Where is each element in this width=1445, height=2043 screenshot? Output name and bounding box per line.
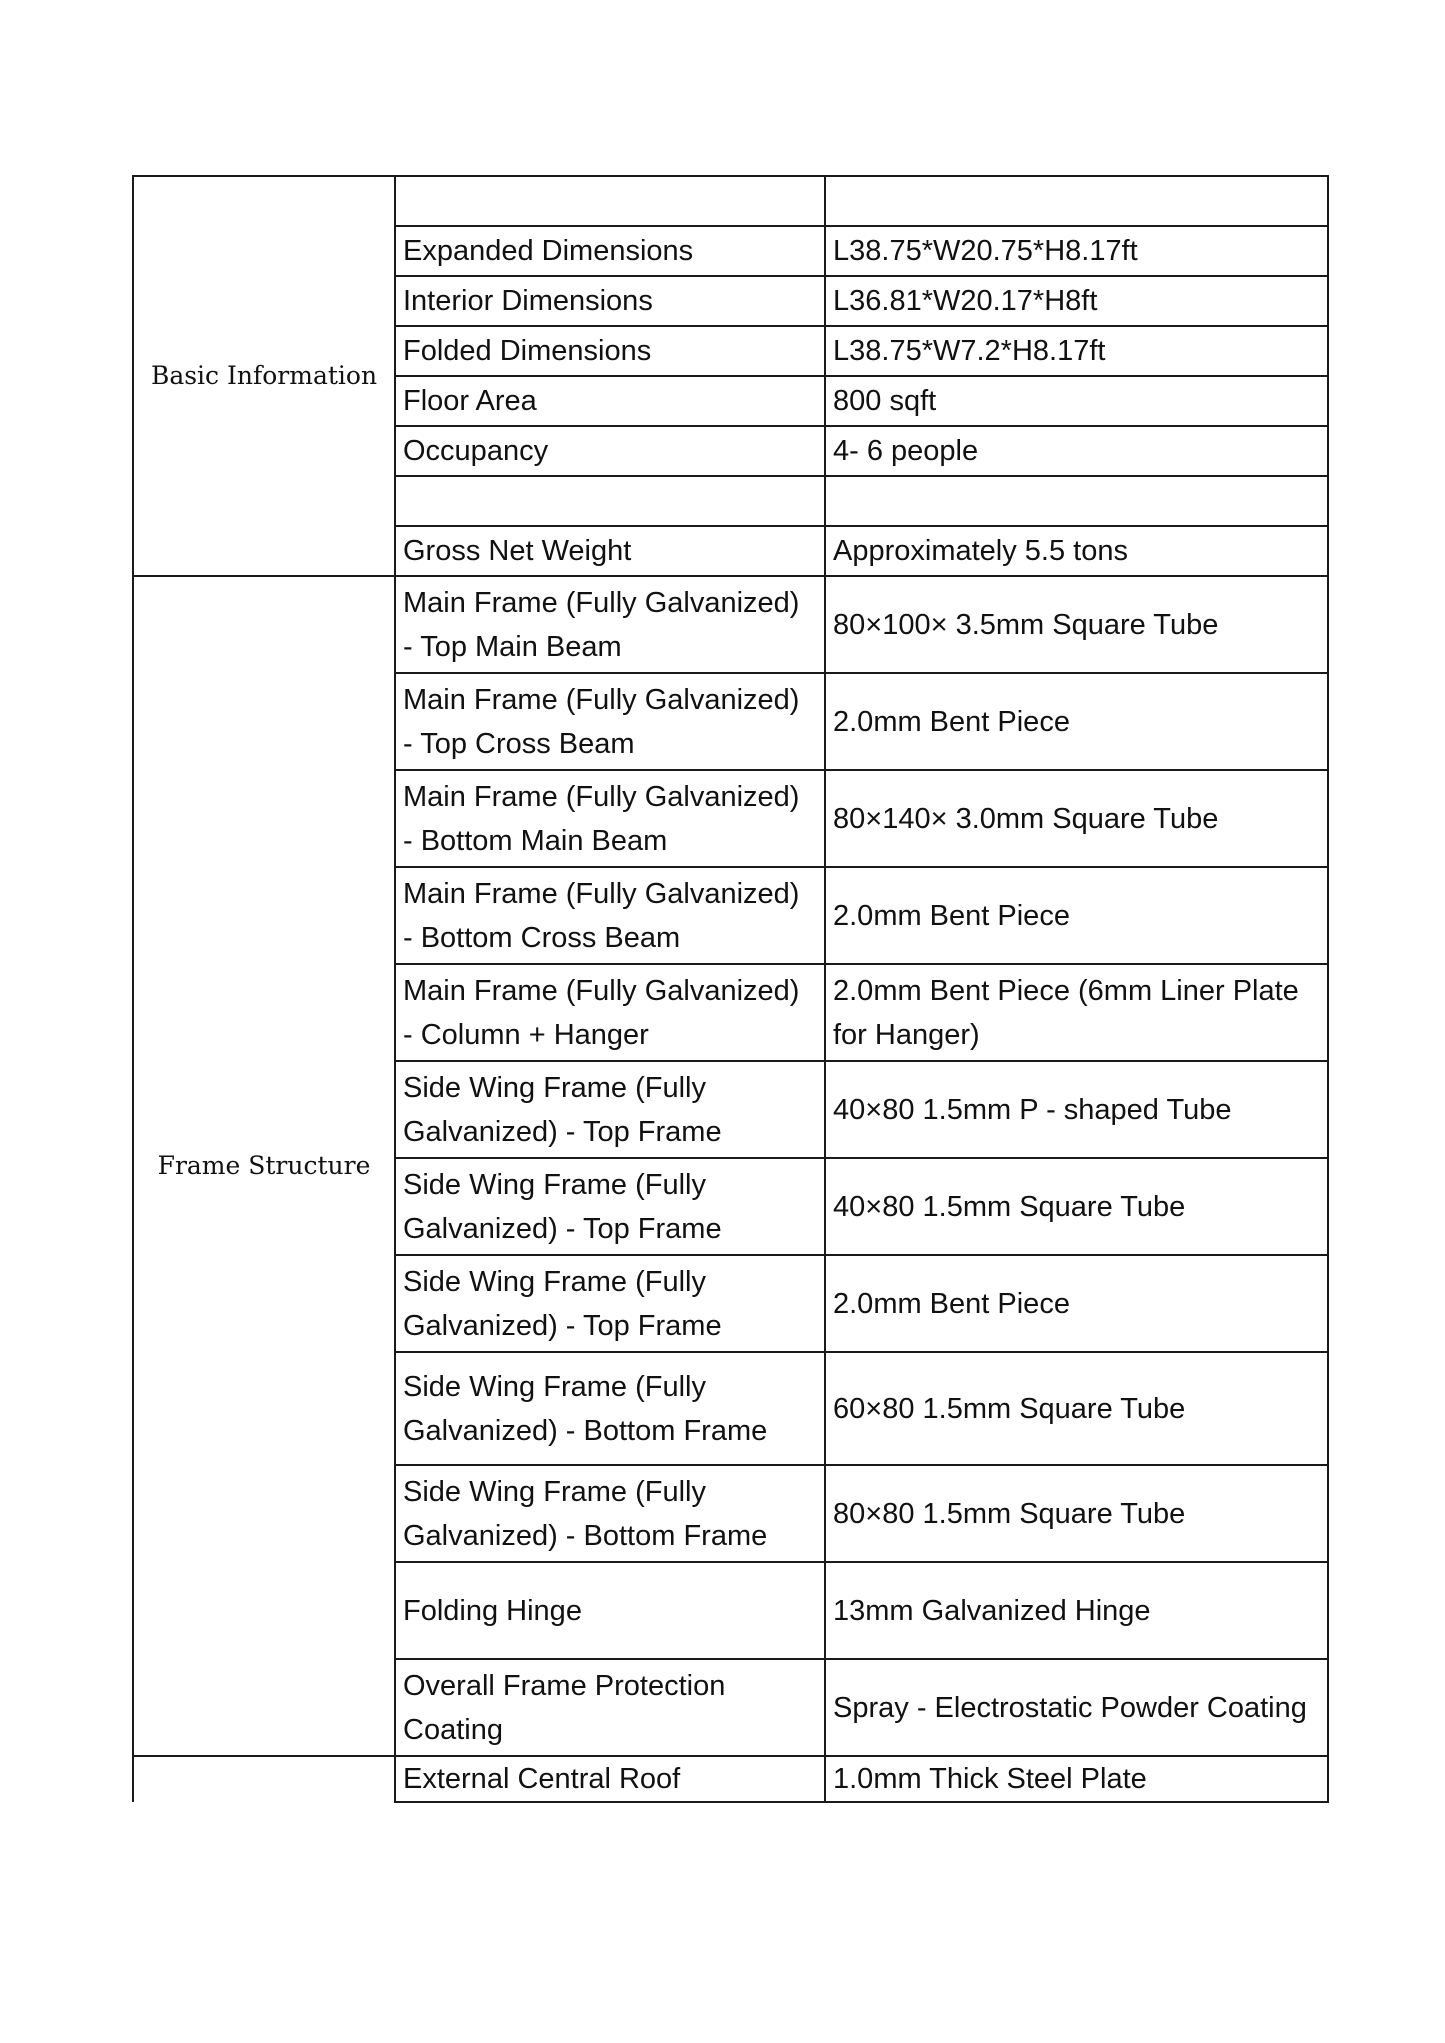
category-frame-structure: Frame Structure — [133, 576, 395, 1756]
spec-label — [395, 476, 825, 526]
spec-label: Side Wing Frame (Fully Galvanized) - Bottom Frame — [395, 1465, 825, 1562]
spec-value: 60×80 1.5mm Square Tube — [825, 1352, 1328, 1465]
spec-label: Side Wing Frame (Fully Galvanized) - Top Frame — [395, 1255, 825, 1352]
spec-value: 40×80 1.5mm Square Tube — [825, 1158, 1328, 1255]
spec-value: 4- 6 people — [825, 426, 1328, 476]
spec-label: Expanded Dimensions — [395, 226, 825, 276]
spec-label: Main Frame (Fully Galvanized) - Bottom Cross Beam — [395, 867, 825, 964]
spec-label: Main Frame (Fully Galvanized) - Top Cross Beam — [395, 673, 825, 770]
table-row — [133, 1756, 1328, 1802]
spec-table — [132, 175, 1329, 1803]
spec-label: Overall Frame Protection Coating — [395, 1659, 825, 1756]
spec-value: 2.0mm Bent Piece — [825, 673, 1328, 770]
spec-value: Approximately 5.5 tons — [825, 526, 1328, 576]
spec-label: Side Wing Frame (Fully Galvanized) - Top Frame — [395, 1158, 825, 1255]
spec-label: External Central Roof — [395, 1756, 825, 1802]
spec-value — [825, 476, 1328, 526]
spec-label: Floor Area — [395, 376, 825, 426]
spec-value: 2.0mm Bent Piece (6mm Liner Plate for Hanger) — [825, 964, 1328, 1061]
spec-value: 2.0mm Bent Piece — [825, 867, 1328, 964]
spec-value: L38.75*W20.75*H8.17ft — [825, 226, 1328, 276]
spec-value: 80×100× 3.5mm Square Tube — [825, 576, 1328, 673]
spec-value: 13mm Galvanized Hinge — [825, 1562, 1328, 1659]
table-row — [133, 176, 1328, 226]
spec-value: L38.75*W7.2*H8.17ft — [825, 326, 1328, 376]
spec-value: 1.0mm Thick Steel Plate — [825, 1756, 1328, 1802]
table-row — [133, 576, 1328, 673]
spec-value: 40×80 1.5mm P - shaped Tube — [825, 1061, 1328, 1158]
spec-value: 800 sqft — [825, 376, 1328, 426]
spec-value: 2.0mm Bent Piece — [825, 1255, 1328, 1352]
spec-label: Side Wing Frame (Fully Galvanized) - Bottom Frame — [395, 1352, 825, 1465]
spec-label: Main Frame (Fully Galvanized) - Column + Hanger — [395, 964, 825, 1061]
spec-value: L36.81*W20.17*H8ft — [825, 276, 1328, 326]
spec-label: Main Frame (Fully Galvanized) - Top Main Beam — [395, 576, 825, 673]
spec-label: Side Wing Frame (Fully Galvanized) - Top Frame — [395, 1061, 825, 1158]
spec-value — [825, 176, 1328, 226]
spec-value: 80×140× 3.0mm Square Tube — [825, 770, 1328, 867]
spec-label: Main Frame (Fully Galvanized) - Bottom Main Beam — [395, 770, 825, 867]
spec-label: Occupancy — [395, 426, 825, 476]
spec-value: Spray - Electrostatic Powder Coating — [825, 1659, 1328, 1756]
category-basic-information: Basic Information — [133, 176, 395, 576]
category-unlabeled — [133, 1756, 395, 1802]
spec-label: Folded Dimensions — [395, 326, 825, 376]
spec-label: Folding Hinge — [395, 1562, 825, 1659]
spec-value: 80×80 1.5mm Square Tube — [825, 1465, 1328, 1562]
spec-label — [395, 176, 825, 226]
spec-label: Interior Dimensions — [395, 276, 825, 326]
spec-label: Gross Net Weight — [395, 526, 825, 576]
